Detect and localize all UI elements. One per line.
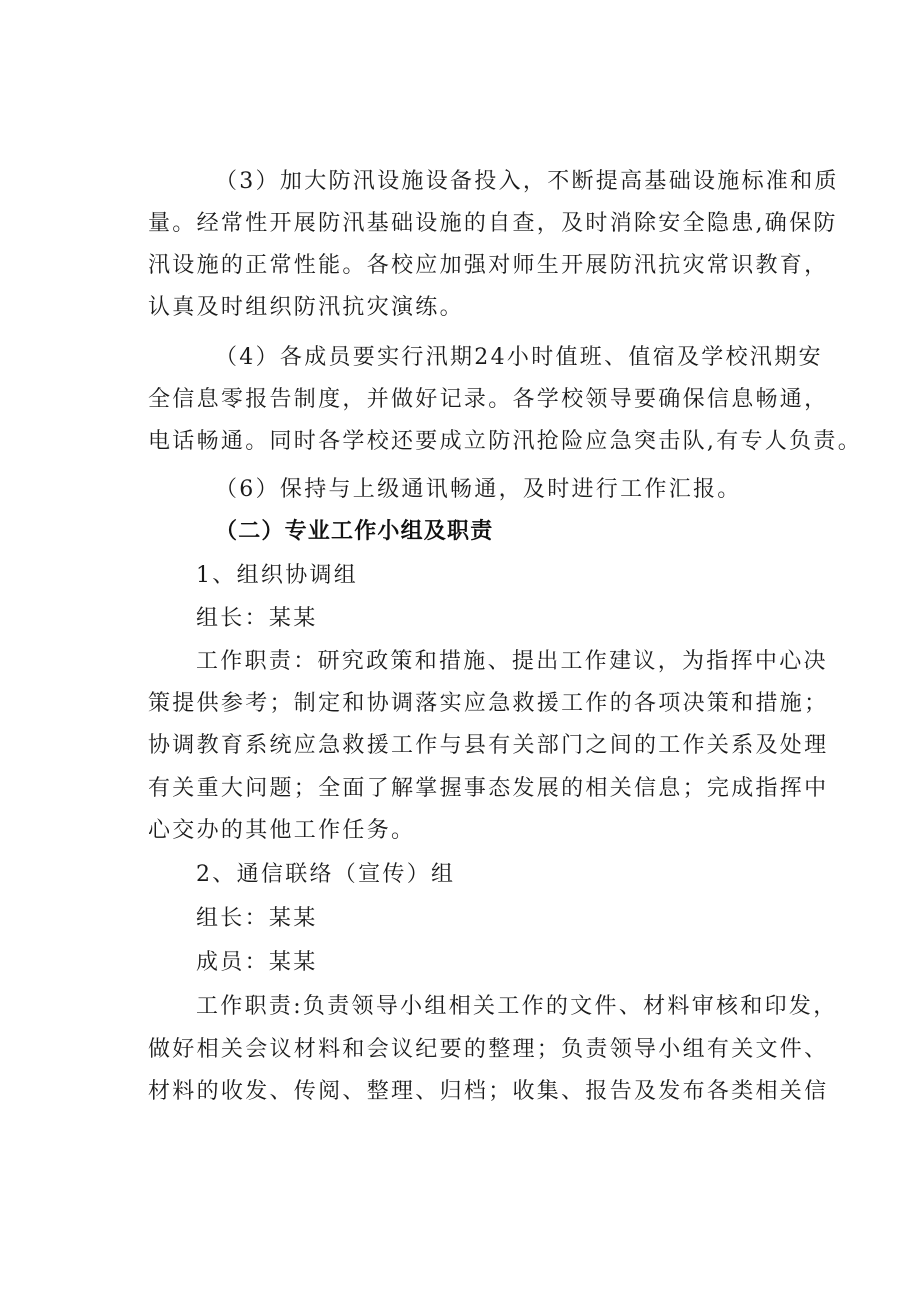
group-2-members: 成员：某某 — [196, 950, 318, 975]
paragraph-3-line-3: 汛设施的正常性能。各校应加强对师生开展防汛抗灾常识教育， — [148, 253, 829, 278]
group-1-duties-line-1: 工作职责：研究政策和措施、提出工作建议，为指挥中心决 — [196, 649, 828, 674]
group-2-leader: 组长：某某 — [196, 906, 318, 931]
group-1-duties-line-5: 心交办的其他工作任务。 — [148, 818, 416, 843]
group-2-duties-line-1: 工作职责:负责领导小组相关工作的文件、材料审核和印发， — [196, 994, 838, 1019]
group-2-title: 2、通信联络（宣传）组 — [196, 862, 456, 887]
group-1-duties-line-4: 有关重大问题；全面了解掌握事态发展的相关信息；完成指挥中 — [148, 776, 829, 801]
paragraph-4-line-3: 电话畅通。同时各学校还要成立防汛抢险应急突击队,有专人负责。 — [148, 429, 862, 454]
group-1-title: 1、组织协调组 — [196, 563, 359, 588]
paragraph-6: （6）保持与上级通讯畅通，及时进行工作汇报。 — [215, 477, 742, 502]
section-heading: （二）专业工作小组及职责 — [215, 519, 494, 544]
group-1-duties-line-2: 策提供参考；制定和协调落实应急救援工作的各项决策和措施； — [148, 691, 829, 716]
group-1-duties-line-3: 协调教育系统应急救援工作与县有关部门之间的工作关系及处理 — [148, 733, 829, 758]
paragraph-4-line-1: （4）各成员要实行汛期24小时值班、值宿及学校汛期安 — [215, 345, 823, 370]
group-1-leader: 组长：某某 — [196, 606, 318, 631]
paragraph-4-line-2: 全信息零报告制度，并做好记录。各学校领导要确保信息畅通， — [148, 387, 829, 412]
group-2-duties-line-3: 材料的收发、传阅、整理、归档；收集、报告及发布各类相关信 — [148, 1079, 829, 1104]
group-2-duties-line-2: 做好相关会议材料和会议纪要的整理；负责领导小组有关文件、 — [148, 1037, 829, 1062]
paragraph-3-line-4: 认真及时组织防汛抗灾演练。 — [148, 295, 464, 320]
paragraph-3-line-1: （3）加大防汛设施设备投入，不断提高基础设施标准和质 — [215, 169, 839, 194]
paragraph-3-line-2: 量。经常性开展防汛基础设施的自查，及时消除安全隐患,确保防 — [148, 211, 838, 236]
